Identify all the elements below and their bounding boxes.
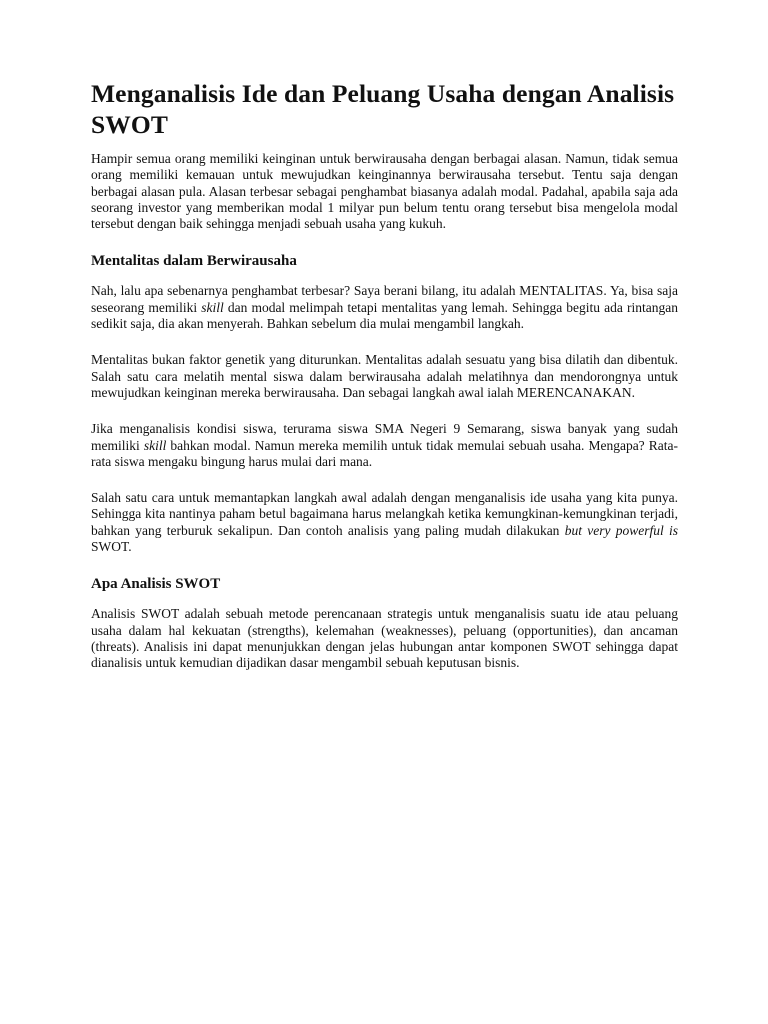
mentalitas-paragraph-4 (91, 490, 678, 555)
document-title: Menganalisis Ide dan Peluang Usaha dengan Analisis SWOT (91, 79, 675, 139)
text-run: Salah satu cara untuk memantapkan langkah awal adalah dengan menganalisis ide usaha yang kita punya. Sehingga kita nantinya paham betul bagaimana harus melangkah ketika kemungkinan-kemungkinan terjadi, bahkan yang terburuk sekalipun. Dan contoh analisis yang paling mudah dilakukan (91, 490, 678, 538)
italic-phrase: but very powerful is (564, 522, 678, 538)
text-run: Nah, lalu apa sebenarnya penghambat terbesar? Saya berani bilang, itu adalah MENTALITAS. Ya, bisa saja seseorang memiliki (91, 283, 678, 315)
swot-paragraph-1: Analisis SWOT adalah sebuah metode perencanaan strategis untuk menganalisis suatu ide atau peluang usaha dalam hal kekuatan (strengths), kelemahan (weaknesses), peluang (opportunities), dan ancaman (threats). Analisis ini dapat menunjukkan dengan jelas hubungan antar komponen SWOT sehingga dapat dianalisis untuk kemudian dijadikan dasar mengambil sebuah keputusan bisnis. (91, 606, 678, 671)
text-run: SWOT. (91, 539, 132, 555)
text-run: Jika menganalisis kondisi siswa, terurama siswa SMA Negeri 9 Semarang, siswa banyak yang sudah memiliki (91, 421, 678, 453)
text-run: bahkan modal. Namun mereka memilih untuk tidak memulai sebuah usaha. Mengapa? Rata-rata siswa mengaku bingung harus mulai dari mana. (91, 437, 678, 469)
mentalitas-paragraph-2: Mentalitas bukan faktor genetik yang diturunkan. Mentalitas adalah sesuatu yang bisa dilatih dan dibentuk. Salah satu cara melatih mental siswa dalam berwirausaha adalah melatihnya dan mendorongnya untuk mewujudkan keinginan mereka berwirausaha. Dan sebagai langkah awal ialah MERENCANAKAN. (91, 352, 678, 400)
italic-skill: skill (143, 437, 167, 453)
text-run: dan modal melimpah tetapi mentalitas yang lemah. Sehingga begitu ada rintangan sedikit saja, dia akan menyerah. Bahkan sebelum dia mulai mengambil langkah. (91, 299, 678, 332)
section-heading-swot: Apa Analisis SWOT (91, 576, 221, 593)
section-heading-mentalitas: Mentalitas dalam Berwirausaha (91, 253, 297, 270)
italic-skill: skill (201, 299, 224, 315)
mentalitas-paragraph-1 (91, 283, 678, 332)
document-page (91, 78, 678, 686)
mentalitas-paragraph-3 (91, 421, 678, 470)
intro-paragraph: Hampir semua orang memiliki keinginan untuk berwirausaha dengan berbagai alasan. Namun, tidak semua orang memiliki kemauan untuk mewujudkan keinginannya berwirausaha tersebut. Tentu saja dengan berbagai alasan pula. Alasan terbesar sebagai penghambat biasanya adalah modal. Padahal, apabila saja ada seorang investor yang memberikan modal 1 milyar pun belum tentu orang tersebut bisa mengelola modal tersebut dengan baik sehingga menjadi sebuah usaha yang kukuh. (91, 151, 678, 232)
